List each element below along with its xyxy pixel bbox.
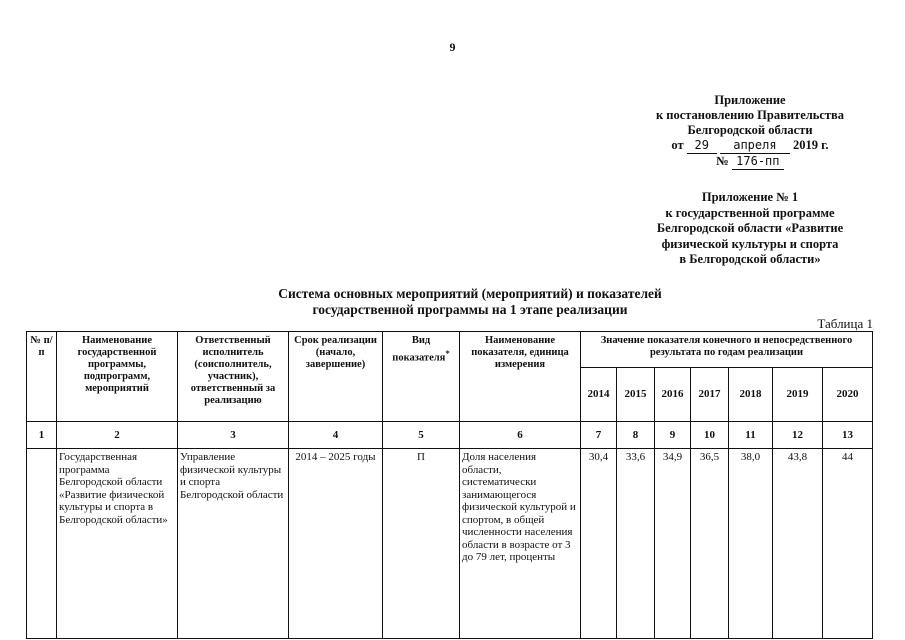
column-number: 5 [383,422,460,449]
year-cell: 2014 [581,368,617,422]
year-cell: 2016 [655,368,691,422]
appendix-block [600,93,900,170]
appendix-number [600,154,900,170]
column-number: 2 [57,422,178,449]
appendix-date [600,138,900,154]
column-number: 1 [27,422,57,449]
appendix2-block [620,190,880,268]
row-value: 33,6 [617,449,655,639]
indicators-table [26,331,873,639]
column-number: 3 [178,422,289,449]
column-number: 6 [460,422,581,449]
document-title-line2: государственной программы на 1 этапе реализации [312,302,628,317]
header-name: Наименование государственной программы, подпрограмм, мероприятий [57,332,178,422]
appendix-title: Приложение [714,93,786,107]
number-prefix: № [716,154,729,168]
table-row [27,449,873,639]
header-type [383,332,460,422]
column-number: 13 [823,422,873,449]
appendix2-line2: Белгородской области «Развитие [656,221,844,235]
row-indicator-name: Доля населения области, систематически занимающегося физической культурой и спортом, в общей численности населения области в возрасте от 3 до 79 лет, проценты [460,449,581,639]
header-values-group: Значение показателя конечного и непосредственного результата по годам реализации [581,332,873,368]
year-cell: 2020 [823,368,873,422]
column-number: 10 [691,422,729,449]
row-value: 34,9 [655,449,691,639]
row-responsible: Управление физической культуры и спорта Белгородской области [178,449,289,639]
row-value: 44 [823,449,873,639]
column-number: 7 [581,422,617,449]
row-program-name: Государственная программа Белгородской области «Развитие физической культуры и спорта в Белгородской области» [57,449,178,639]
date-year: 2019 г. [793,138,829,152]
column-number: 8 [617,422,655,449]
date-month: апреля [720,138,790,154]
year-cell: 2015 [617,368,655,422]
row-value: 30,4 [581,449,617,639]
column-number: 12 [773,422,823,449]
date-prefix: от [671,138,684,152]
date-day: 29 [687,138,717,154]
column-number: 4 [289,422,383,449]
column-number: 11 [729,422,773,449]
table-label: Таблица 1 [817,316,873,331]
header-indicator: Наименование показателя, единица измерения [460,332,581,422]
appendix2-line4: в Белгородской области» [679,252,821,266]
appendix2-line1: к государственной программе [665,205,835,220]
row-num [27,449,57,639]
document-number: 176-пп [732,154,784,170]
appendix-line2: Белгородской области [687,123,813,137]
appendix2-title: Приложение № 1 [701,190,799,204]
year-cell: 2019 [773,368,823,422]
row-indicator-type: П [383,449,460,639]
column-numbers-row [27,422,873,449]
row-value: 38,0 [729,449,773,639]
row-value: 36,5 [691,449,729,639]
year-cell: 2017 [691,368,729,422]
header-responsible: Ответственный исполнитель (соисполнитель, участник), ответственный за реализацию [178,332,289,422]
header-row [27,332,873,368]
page-number: 9 [449,40,456,54]
header-num: № п/п [27,332,57,422]
appendix-line1: к постановлению Правительства [655,108,845,122]
column-number: 9 [655,422,691,449]
header-type-mark: * [445,348,450,358]
document-title-line1: Система основных мероприятий (мероприятий) и показателей [278,286,662,301]
document-title [200,286,740,318]
row-value: 43,8 [773,449,823,639]
header-term: Срок реализации (начало, завершение) [289,332,383,422]
appendix2-line3: физической культуры и спорта [661,236,839,251]
year-cell: 2018 [729,368,773,422]
row-term: 2014 – 2025 годы [289,449,383,639]
header-type-label: Вид показателя [392,335,446,364]
